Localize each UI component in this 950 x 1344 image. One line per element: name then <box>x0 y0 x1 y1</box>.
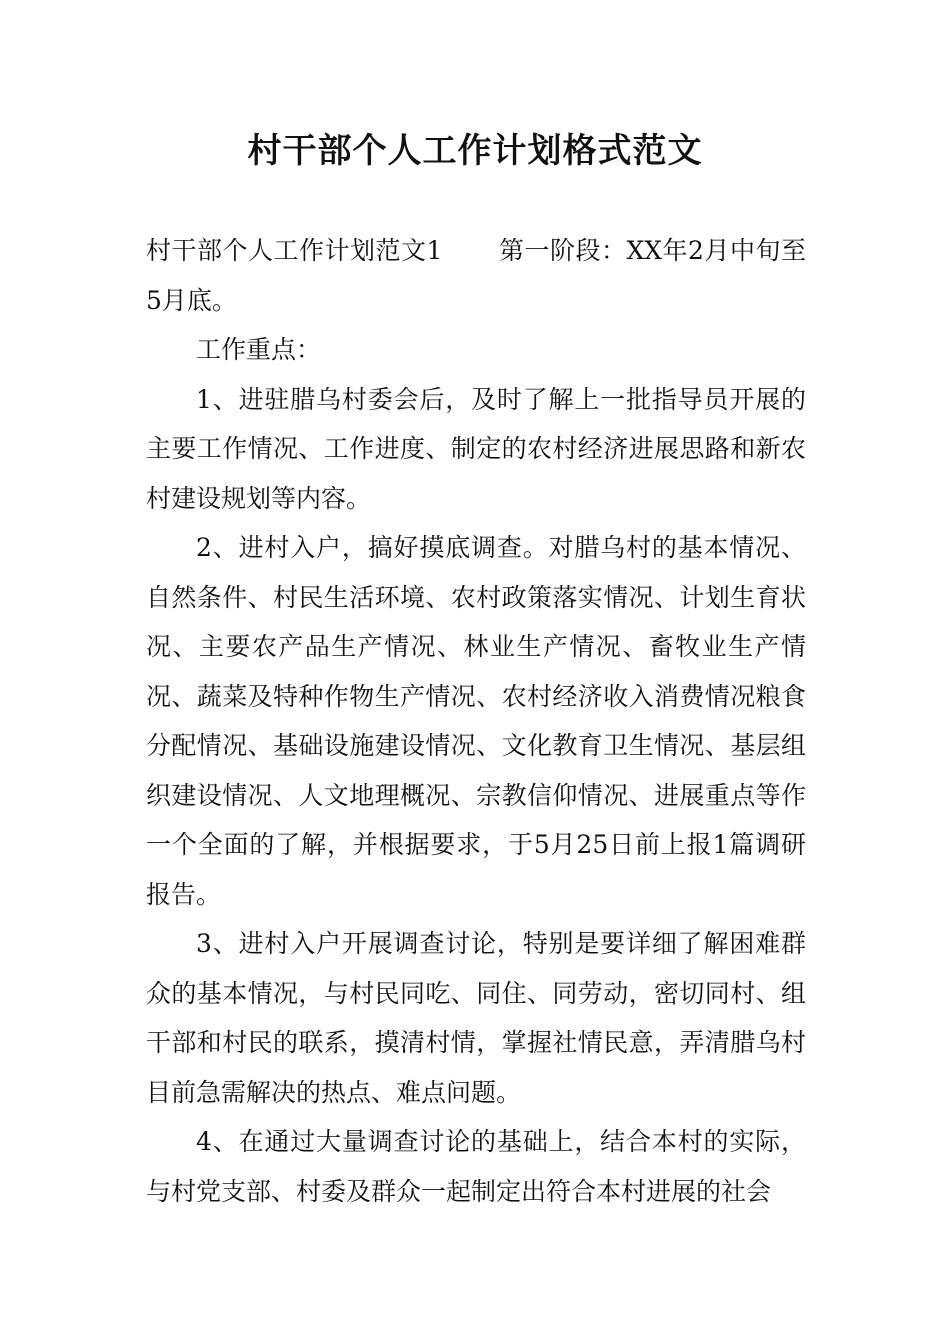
document-body <box>146 226 806 1216</box>
heading-stage: 第一阶段：XX年2月中旬至5月底。 <box>146 236 806 315</box>
paragraph-item-1: 1、进驻腊乌村委会后，及时了解上一批指导员开展的主要工作情况、工作进度、制定的农村经济进展思路和新农村建设规划等内容。 <box>146 384 806 513</box>
paragraph-work-focus: 工作重点： <box>196 335 322 364</box>
paragraph-item-3: 3、进村入户开展调查讨论，特别是要详细了解困难群众的基本情况，与村民同吃、同住、同劳动，密切同村、组干部和村民的联系，摸清村情，掌握社情民意，弄清腊乌村目前急需解决的热点、难点问题。 <box>146 929 806 1107</box>
paragraph-item-4: 4、在通过大量调查讨论的基础上，结合本村的实际，与村党支部、村委及群众一起制定出符合本村进展的社会 <box>146 1127 806 1206</box>
document-title: 村干部个人工作计划格式范文 <box>247 131 703 171</box>
heading-line <box>146 226 806 325</box>
paragraph-item-2: 2、进村入户，搞好摸底调查。对腊乌村的基本情况、自然条件、村民生活环境、农村政策落实情况、计划生育状况、主要农产品生产情况、林业生产情况、畜牧业生产情况、蔬菜及特种作物生产情况、农村经济收入消费情况粮食分配情况、基础设施建设情况、文化教育卫生情况、基层组织建设情况、人文地理概况、宗教信仰情况、进展重点等作一个全面的了解，并根据要求，于5月25日前上报1篇调研报告。 <box>146 533 806 909</box>
heading-label: 村干部个人工作计划范文1 <box>146 236 443 265</box>
